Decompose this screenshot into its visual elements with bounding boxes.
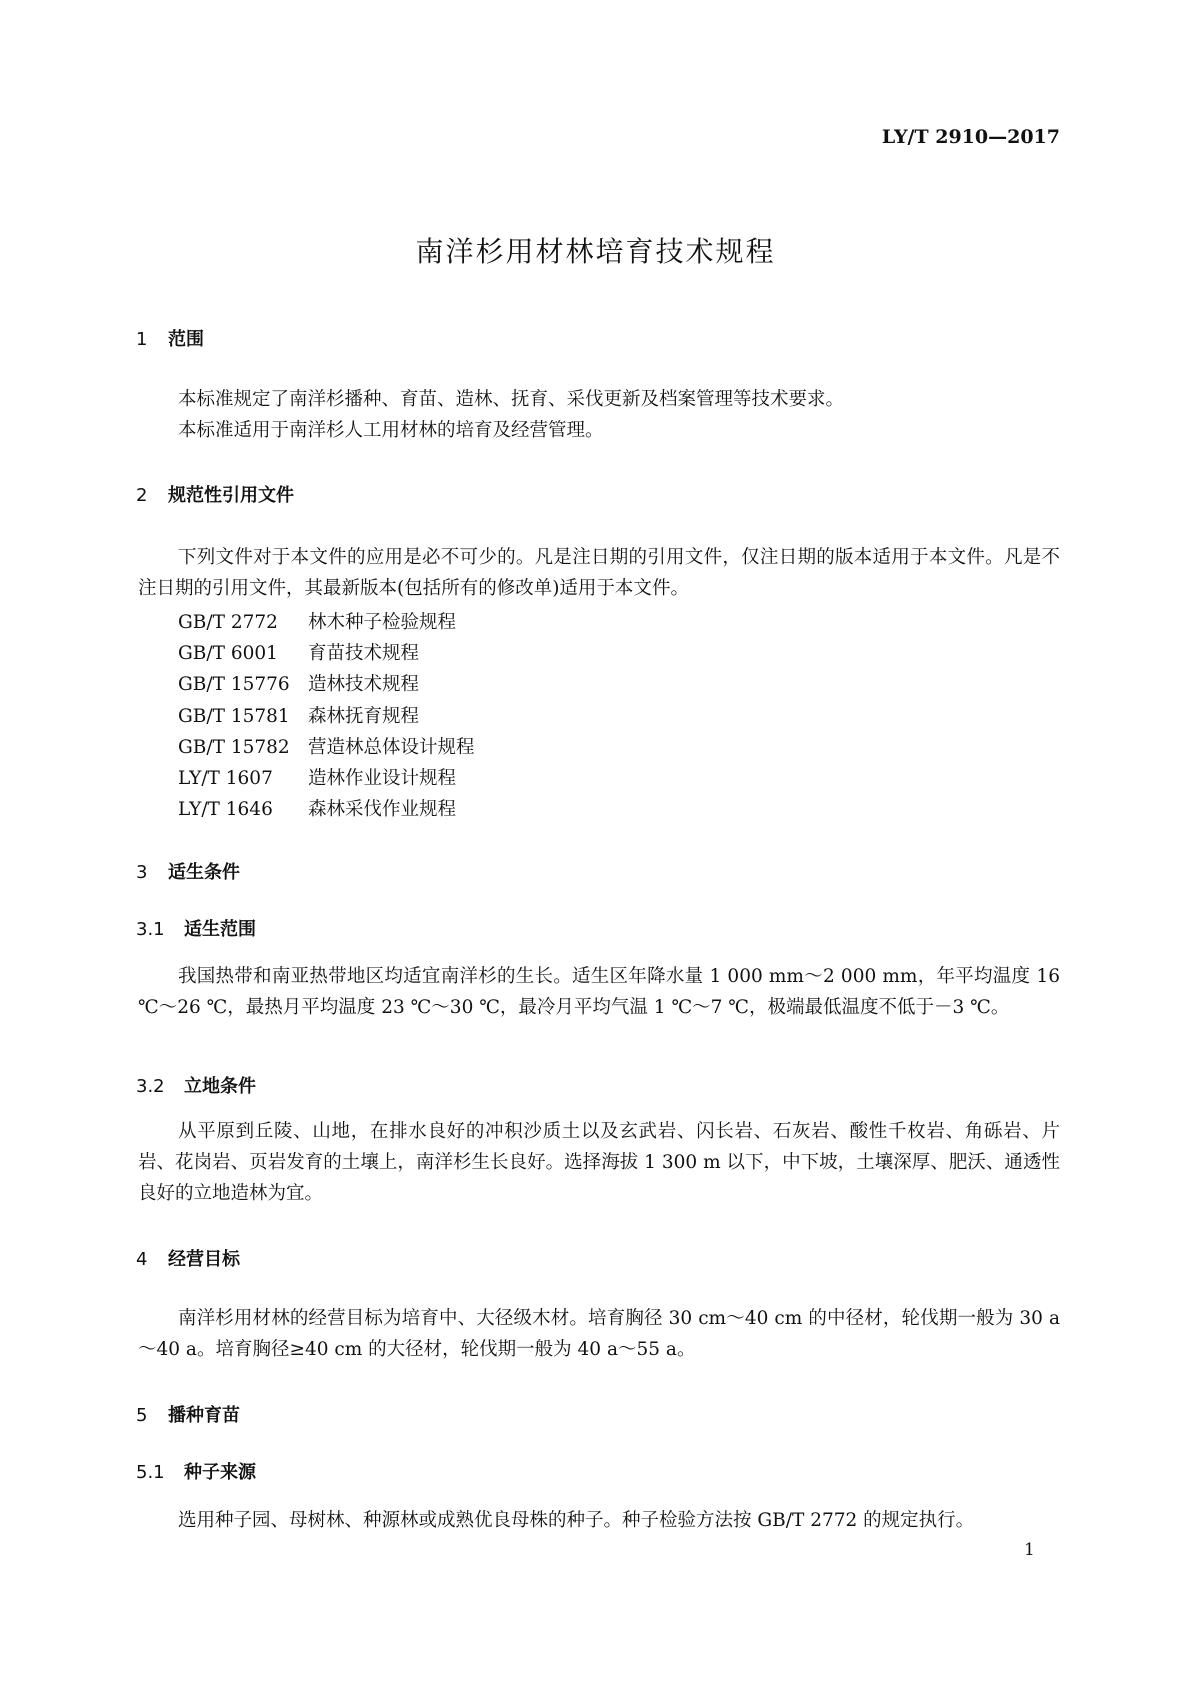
reference-name: 森林抚育规程	[308, 706, 420, 727]
paragraph: 选用种子园、母树林、种源林或成熟优良母株的种子。种子检验方法按 GB/T 2772 的规定执行。	[178, 1510, 975, 1531]
reference-name: 营造林总体设计规程	[308, 737, 475, 758]
paragraph: 本标准适用于南洋杉人工用材林的培育及经营管理。	[178, 420, 604, 441]
section-number: 3.1	[136, 919, 165, 940]
reference-name: 造林作业设计规程	[308, 768, 457, 789]
section-heading-5	[136, 1401, 240, 1427]
section-title: 范围	[168, 329, 204, 350]
paragraph: 从平原到丘陵、山地，在排水良好的冲积沙质土以及玄武岩、闪长岩、石灰岩、酸性千枚岩、角砾岩、片岩、花岗岩、页岩发育的土壤上，南洋杉生长良好。选择海拔 1 300 m 以下，中下坡，土壤深厚、肥沃、通透性良好的立地造林为宜。	[138, 1121, 1060, 1204]
subsection-heading-3-2	[136, 1072, 256, 1098]
standard-code: LY/T 2910—2017	[881, 126, 1060, 148]
section-number: 4	[136, 1249, 148, 1270]
section-title: 经营目标	[168, 1249, 240, 1270]
section-heading-4	[136, 1245, 240, 1271]
section-title: 立地条件	[184, 1076, 256, 1097]
section-title: 播种育苗	[168, 1405, 240, 1426]
section-title: 规范性引用文件	[168, 485, 294, 506]
reference-item	[178, 764, 456, 790]
section-title: 适生范围	[184, 919, 256, 940]
reference-item	[178, 639, 419, 665]
subsection-heading-3-1	[136, 915, 256, 941]
page-number: 1	[1024, 1540, 1035, 1560]
document-title: 南洋杉用材林培育技术规程	[415, 235, 776, 268]
section-number: 1	[136, 329, 148, 350]
reference-item	[178, 608, 456, 634]
section-heading-1	[136, 325, 204, 351]
reference-code: GB/T 15776	[178, 674, 290, 695]
section-number: 5	[136, 1405, 148, 1426]
paragraph: 南洋杉用材林的经营目标为培育中、大径级木材。培育胸径 30 cm～40 cm 的中径材，轮伐期一般为 30 a～40 a。培育胸径≥40 cm 的大径材，轮伐期一般为 40 a～55 a。	[138, 1308, 1060, 1360]
section-heading-2	[136, 481, 294, 507]
reference-code: GB/T 15781	[178, 706, 290, 727]
paragraph: 下列文件对于本文件的应用是必不可少的。凡是注日期的引用文件，仅注日期的版本适用于本文件。凡是不注日期的引用文件，其最新版本(包括所有的修改单)适用于本文件。	[138, 547, 1060, 599]
reference-code: LY/T 1646	[178, 799, 273, 820]
section-heading-3	[136, 858, 240, 884]
reference-name: 林木种子检验规程	[308, 612, 457, 633]
reference-code: LY/T 1607	[178, 768, 273, 789]
reference-code: GB/T 6001	[178, 643, 278, 664]
section-title: 种子来源	[184, 1462, 256, 1483]
reference-name: 造林技术规程	[308, 674, 420, 695]
subsection-heading-5-1	[136, 1458, 256, 1484]
reference-item	[178, 702, 419, 728]
section-number: 3.2	[136, 1076, 165, 1097]
paragraph: 我国热带和南亚热带地区均适宜南洋杉的生长。适生区年降水量 1 000 mm～2 000 mm，年平均温度 16 ℃～26 ℃，最热月平均温度 23 ℃～30 ℃，最冷月平均气温 1 ℃～7 ℃，极端最低温度不低于－3 ℃。	[138, 966, 1060, 1018]
reference-code: GB/T 2772	[178, 612, 278, 633]
paragraph: 本标准规定了南洋杉播种、育苗、造林、抚育、采伐更新及档案管理等技术要求。	[178, 389, 845, 410]
reference-name: 育苗技术规程	[308, 643, 420, 664]
section-number: 2	[136, 485, 148, 506]
reference-item	[178, 795, 456, 821]
section-number: 3	[136, 862, 148, 883]
section-title: 适生条件	[168, 862, 240, 883]
section-number: 5.1	[136, 1462, 165, 1483]
reference-item	[178, 670, 419, 696]
reference-item	[178, 733, 475, 759]
reference-code: GB/T 15782	[178, 737, 290, 758]
reference-name: 森林采伐作业规程	[308, 799, 457, 820]
